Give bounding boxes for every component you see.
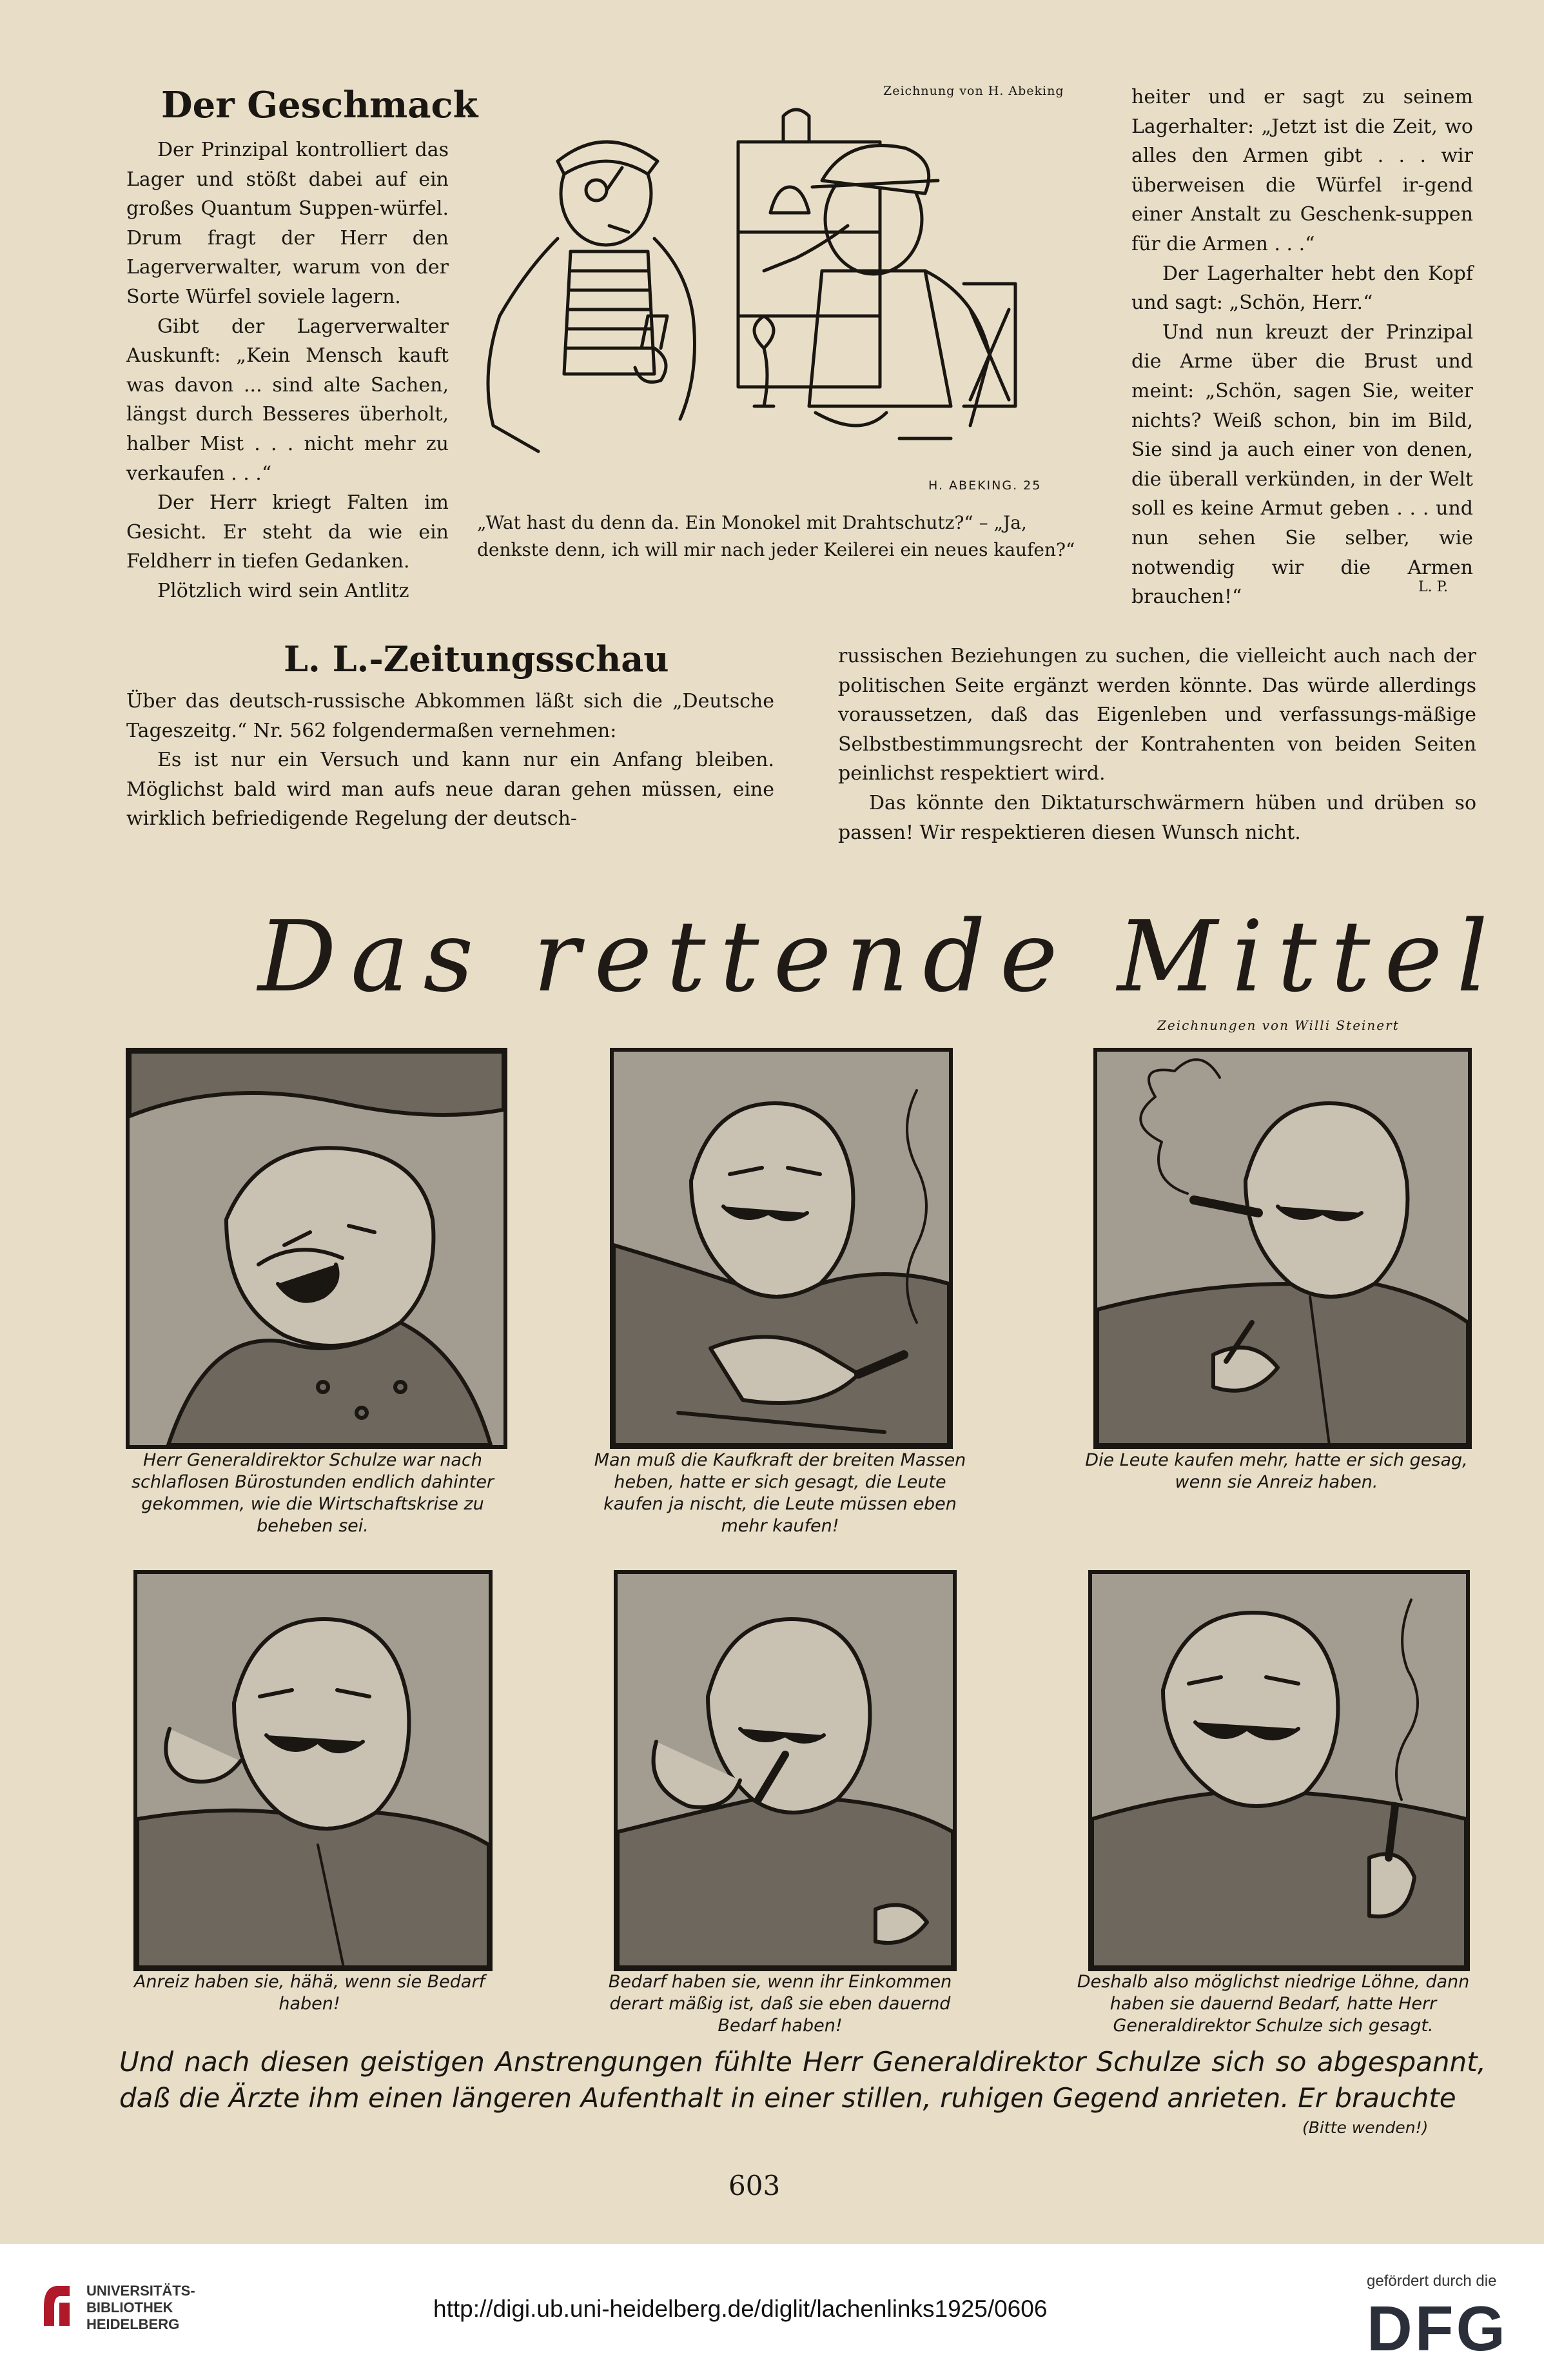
cartoon-panel-4 — [133, 1570, 493, 1971]
paragraph: Der Lagerhalter hebt den Kopf und sagt: „Schön, Herr.“ — [1131, 262, 1473, 315]
logo-line: HEIDELBERG — [86, 2316, 180, 2332]
article2-column-left — [126, 687, 774, 834]
panel-5-drawing — [618, 1574, 953, 1967]
drawing-signature: H. ABEKING. 25 — [928, 478, 1042, 493]
cartoon-title: Das rettende Mittel — [258, 900, 1502, 1014]
panel-1-drawing — [130, 1052, 503, 1445]
funded-by-label: gefördert durch die — [1367, 2272, 1497, 2290]
panel-4-drawing — [137, 1574, 489, 1967]
paragraph: Gibt der Lagerverwalter Auskunft: „Kein Mensch kauft was davon ... sind alte Sachen, längst durch Besseres überholt, halber Mist . . . nicht mehr zu verkaufen . . .“ — [126, 315, 449, 485]
author-initials: L. P. — [1418, 579, 1448, 595]
university-logo-text — [86, 2283, 195, 2333]
cartoon-panel-1 — [126, 1048, 507, 1449]
panel-2-drawing — [614, 1052, 949, 1445]
cartoon-credit: Zeichnungen von Willi Steinert — [1157, 1018, 1400, 1033]
paragraph: Der Prinzipal kontrolliert das Lager und stößt dabei auf ein großes Quantum Suppen-würfel. Drum fragt der Herr den Lagerverwalter, warum von der Sorte Würfel soviele lagern. — [126, 139, 449, 308]
dfg-logo: DFG — [1367, 2293, 1508, 2364]
abeking-illustration — [461, 103, 1099, 497]
logo-line: UNIVERSITÄTS- — [86, 2283, 195, 2299]
paragraph: Über das deutsch-russische Abkommen läßt sich die „Deutsche Tageszeitg.“ Nr. 562 folgendermaßen vernehmen: — [126, 690, 774, 742]
paragraph: Es ist nur ein Versuch und kann nur ein Anfang bleiben. Möglichst bald wird man aufs neue daran gehen müssen, eine wirklich befriedigende Regelung der deutsch- — [126, 749, 774, 831]
cartoon-panel-2 — [610, 1048, 953, 1449]
paragraph: Der Herr kriegt Falten im Gesicht. Er steht da wie ein Feldherr in tiefen Gedanken. — [126, 491, 449, 573]
page-number: 603 — [728, 2170, 781, 2201]
article-title-zeitungsschau: L. L.-Zeitungsschau — [284, 638, 669, 680]
source-url-link[interactable]: http://digi.ub.uni-heidelberg.de/diglit/lachenlinks1925/0606 — [433, 2296, 1048, 2322]
paragraph: heiter und er sagt zu seinem Lagerhalter: „Jetzt ist die Zeit, wo alles den Armen gibt . . . wir überweisen die Würfel ir-gend einer Anstalt zu Geschenk-suppen für die Armen . . .“ — [1131, 86, 1473, 255]
paragraph: Das könnte den Diktaturschwärmern hüben und drüben so passen! Wir respektieren diesen Wunsch nicht. — [838, 791, 1476, 844]
paragraph: Und nun kreuzt der Prinzipal die Arme über die Brust und meint: „Schön, sagen Sie, weiter nichts? Weiß schon, bin im Bild, Sie sind ja auch einer von denen, die überall verkünden, in der Welt soll es keine Armut geben . . . und nun sehen Sie selber, wie notwendig wir die Armen brauchen!“ — [1131, 320, 1473, 609]
panel-6-drawing — [1092, 1574, 1466, 1967]
turn-page-note: (Bitte wenden!) — [1302, 2118, 1429, 2137]
paragraph: russischen Beziehungen zu suchen, die vielleicht auch nach der politischen Seite ergänzt werden könnte. Das würde allerdings voraussetzen, daß das Eigenleben und verfassungs-mäßige Selbstbestimmungsrecht der Kontrahenten von beiden Seiten peinlichst respektiert wird. — [838, 645, 1476, 785]
illustration-svg — [461, 103, 1099, 497]
panel-1-caption: Herr Generaldirektor Schulze war nach schlaflosen Bürostunden endlich dahinter gekommen, wie die Wirtschaftskrise zu beheben sei. — [131, 1450, 494, 1536]
logo-line: BIBLIOTHEK — [86, 2299, 173, 2316]
logo-svg — [37, 2281, 75, 2331]
article1-column-left — [126, 135, 449, 606]
paragraph: Plötzlich wird sein Antlitz — [157, 579, 409, 602]
panel-6-caption: Deshalb also möglichst niedrige Löhne, dann haben sie dauernd Bedarf, hatte Herr Generaldirektor Schulze sich gesagt. — [1077, 1972, 1470, 2036]
cartoon-panel-5 — [614, 1570, 957, 1971]
panel-3-caption: Die Leute kaufen mehr, hatte er sich gesag, wenn sie Anreiz haben. — [1085, 1450, 1468, 1492]
panel-3-drawing — [1097, 1052, 1468, 1445]
cartoon-bottom-text: Und nach diesen geistigen Anstrengungen fühlte Herr Generaldirektor Schulze sich so abgespannt, daß die Ärzte ihm einen längeren Aufenthalt in einer stillen, ruhigen Gegend anrieten. Er brauchte — [119, 2046, 1486, 2114]
article1-column-right — [1131, 83, 1473, 612]
university-logo-icon — [37, 2281, 75, 2331]
cartoon-panel-6 — [1088, 1570, 1470, 1971]
drawing-credit: Zeichnung von H. Abeking — [883, 84, 1064, 98]
article-title-geschmack: Der Geschmack — [161, 84, 478, 126]
footer-bar — [0, 2244, 1544, 2380]
article2-column-right — [838, 642, 1476, 847]
drawing-caption: „Wat hast du denn da. Ein Monokel mit Drahtschutz?“ – „Ja, denkste denn, ich will mir nach jeder Keilerei ein neues kaufen?“ — [477, 512, 1075, 560]
cartoon-panel-3 — [1093, 1048, 1472, 1449]
panel-2-caption: Man muß die Kaufkraft der breiten Massen heben, hatte er sich gesagt, die Leute kaufen ja nischt, die Leute müssen eben mehr kaufen! — [594, 1450, 966, 1536]
panel-4-caption: Anreiz haben sie, hähä, wenn sie Bedarf haben! — [133, 1972, 485, 2014]
panel-5-caption: Bedarf haben sie, wenn ihr Einkommen derart mäßig ist, daß sie eben dauernd Bedarf haben! — [608, 1972, 952, 2036]
